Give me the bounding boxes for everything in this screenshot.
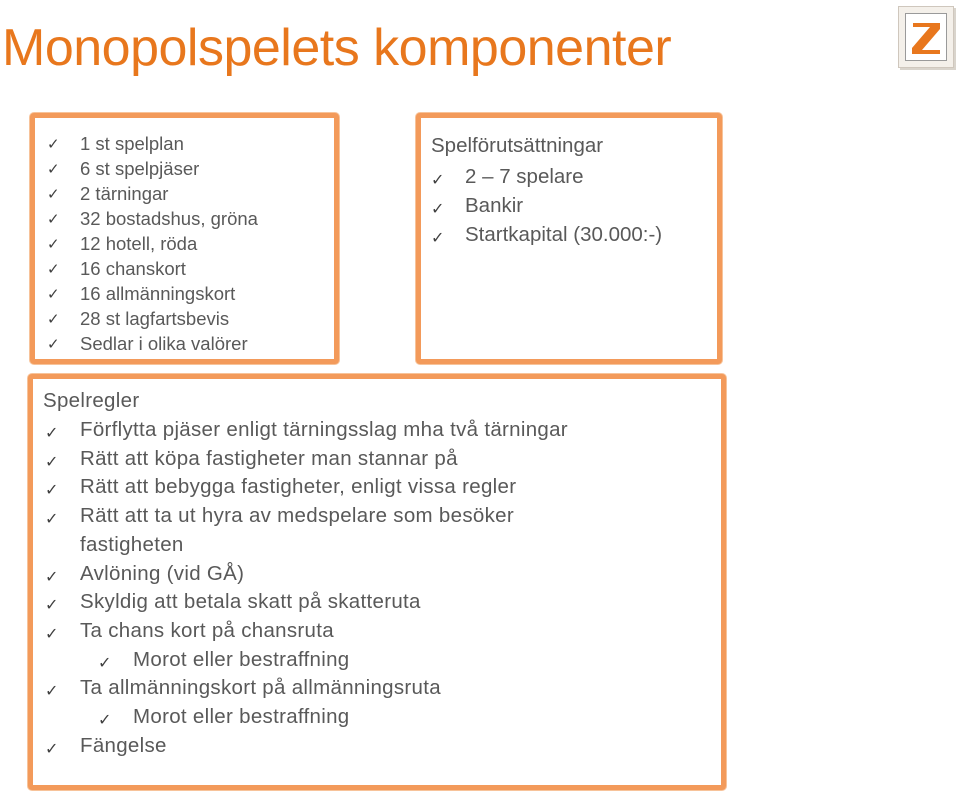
z-logo-icon (898, 6, 954, 68)
sub-list-item: ✓ Morot eller bestraffning (45, 703, 568, 732)
check-icon: ✓ (45, 595, 59, 615)
check-icon: ✓ (47, 160, 60, 178)
list-item: ✓ Ta allmänningskort på allmänningsruta (45, 674, 568, 703)
check-icon: ✓ (45, 423, 59, 442)
check-icon: ✓ (98, 710, 112, 730)
check-icon: ✓ (47, 235, 60, 253)
check-icon: ✓ (431, 228, 445, 247)
list-item: ✓ 2 – 7 spelare (431, 162, 662, 191)
prerequisites-list (431, 162, 662, 249)
check-icon: ✓ (431, 199, 445, 218)
list-item: ✓ Skyldig att betala skatt på skatteruta (45, 588, 568, 617)
check-icon: ✓ (98, 652, 112, 672)
list-item-continuation: fastigheten (80, 532, 184, 556)
list-item: ✓ 16 allmänningskort (47, 281, 258, 306)
list-item: ✓ Fängelse (45, 732, 568, 761)
rules-box (28, 374, 726, 790)
list-item: ✓ Startkapital (30.000:-) (431, 220, 662, 249)
list-item: ✓ 6 st spelpjäser (47, 156, 258, 181)
list-item: ✓ 2 tärningar (47, 181, 258, 206)
sub-list-item: ✓ Morot eller bestraffning (45, 646, 568, 675)
list-item: ✓ 16 chanskort (47, 256, 258, 281)
prerequisites-box (416, 113, 722, 364)
check-icon: ✓ (45, 509, 59, 529)
components-box (30, 113, 339, 364)
z-letter-icon (906, 14, 946, 60)
list-item: ✓ Bankir (431, 191, 662, 220)
check-icon: ✓ (47, 335, 60, 353)
list-item: ✓ 28 st lagfartsbevis (47, 306, 258, 331)
check-icon: ✓ (45, 681, 59, 701)
check-icon: ✓ (47, 310, 60, 328)
list-item: ✓ 32 bostadshus, gröna (47, 206, 258, 231)
check-icon: ✓ (45, 480, 59, 500)
list-item: ✓ Rätt att ta ut hyra av medspelare som besöker (45, 502, 568, 531)
list-item: ✓ Sedlar i olika valörer (47, 331, 258, 356)
check-icon: ✓ (45, 623, 59, 643)
check-icon: ✓ (47, 135, 60, 153)
check-icon: ✓ (47, 210, 60, 228)
list-item: ✓ Rätt att köpa fastigheter man stannar på (45, 445, 568, 474)
check-icon: ✓ (47, 260, 60, 278)
check-icon: ✓ (47, 185, 60, 203)
list-item: ✓ Ta chans kort på chansruta (45, 617, 568, 646)
components-list (47, 131, 258, 356)
prerequisites-heading: Spelförutsättningar (431, 134, 604, 157)
list-item: ✓ Förflytta pjäser enligt tärningsslag mha två tärningar (45, 416, 568, 445)
check-icon: ✓ (47, 285, 60, 303)
check-icon: ✓ (45, 566, 59, 586)
rules-heading: Spelregler (43, 389, 140, 412)
rules-list (45, 416, 568, 760)
list-item: ✓ Avlöning (vid GÅ) (45, 560, 568, 589)
list-item: ✓ 12 hotell, röda (47, 231, 258, 256)
check-icon: ✓ (45, 451, 59, 471)
list-item: ✓ 1 st spelplan (47, 131, 258, 156)
logo-frame (905, 13, 947, 61)
check-icon: ✓ (45, 738, 59, 758)
list-item: ✓ Rätt att bebygga fastigheter, enligt vissa regler (45, 473, 568, 502)
page-title: Monopolspelets komponenter (2, 19, 672, 77)
check-icon: ✓ (431, 170, 445, 189)
